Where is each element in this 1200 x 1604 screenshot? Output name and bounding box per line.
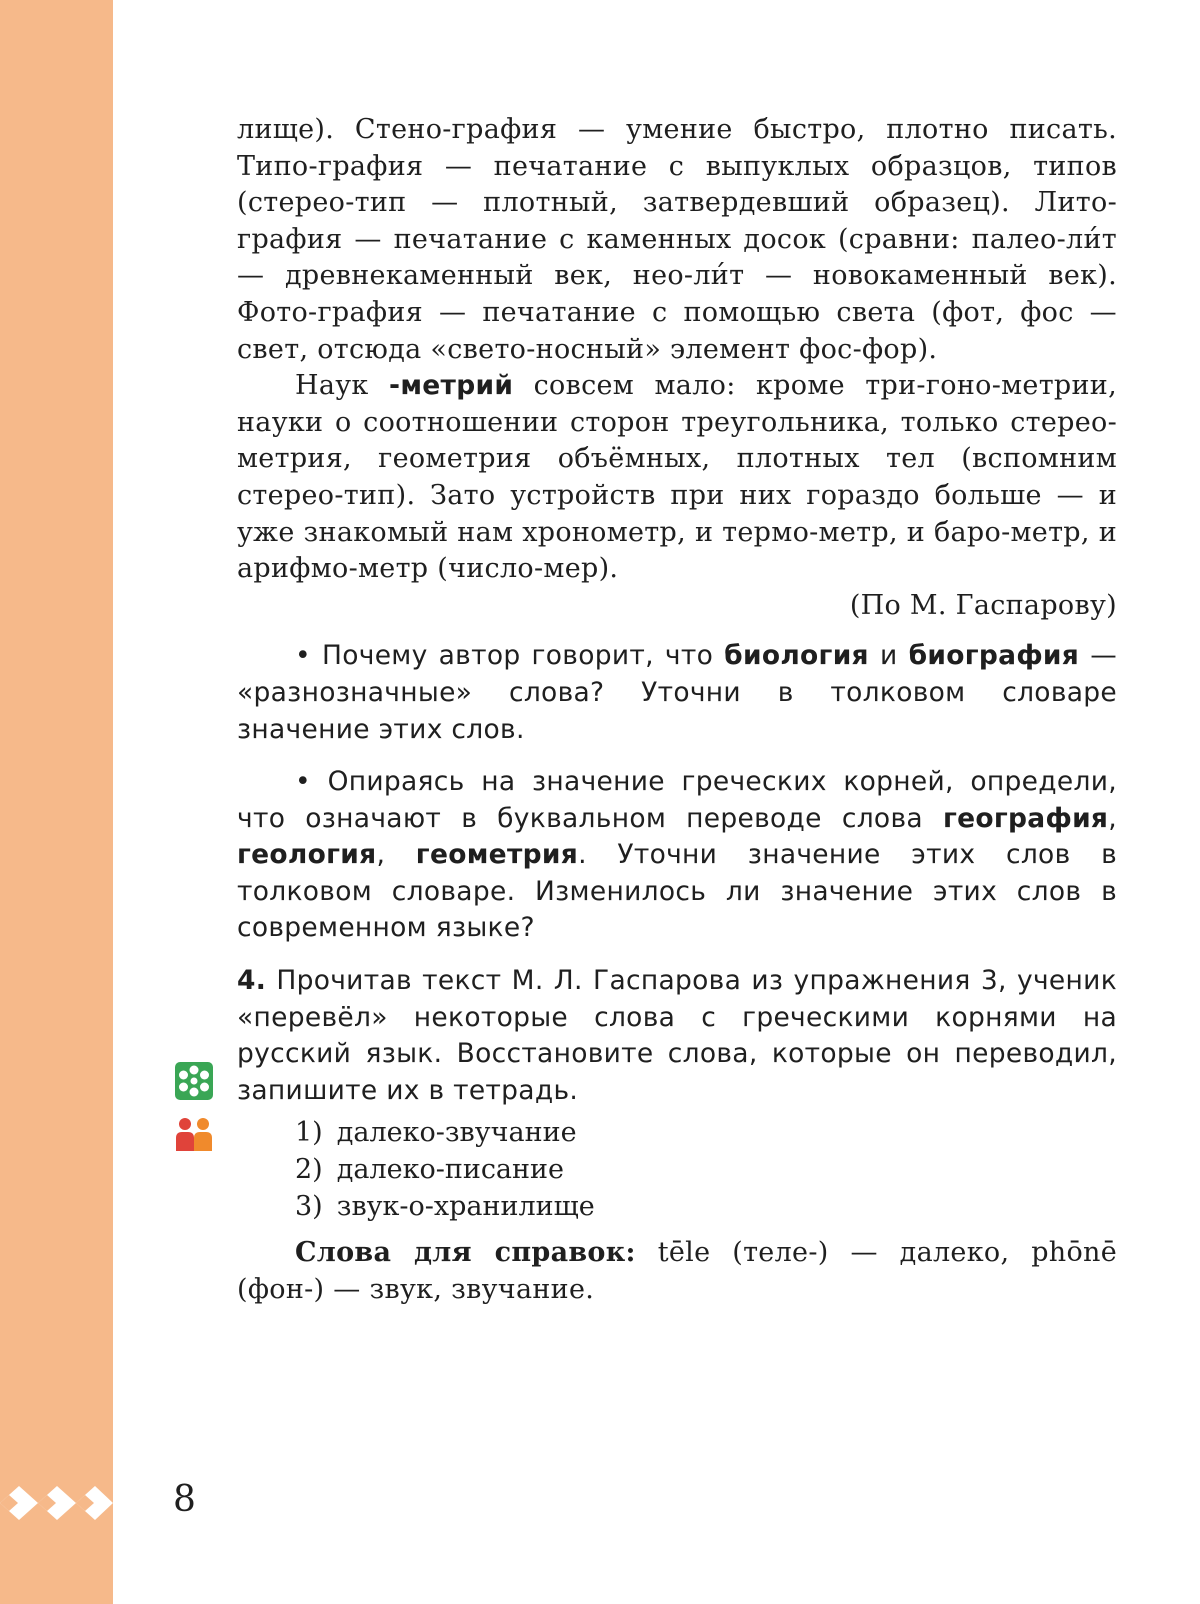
snowflake-icon	[175, 1062, 213, 1100]
bold-term: биография	[908, 640, 1080, 672]
bold-term: геометрия	[415, 839, 579, 871]
zigzag-ornament	[0, 1486, 113, 1520]
exercise-4: 4. Прочитав текст М. Л. Гаспарова из упражнения 3, ученик «перевёл» некоторые слова с греческими корнями на русский язык. Восстановите слова, которые он переводил, запишите их в тетрадь.	[237, 965, 1117, 1106]
pair-work-icon	[175, 1117, 213, 1153]
reference-words: Слова для справок: tēle (теле-) — далеко, phōnē (фон-) — звук, звучание.	[237, 1237, 1118, 1305]
attribution: (По М. Гаспарову)	[849, 589, 1117, 621]
bold-term: геология	[237, 839, 377, 871]
reference-label: Слова для справок:	[295, 1237, 636, 1269]
question-1: • Почему автор говорит, что биология и биография — «разнозначные» слова? Уточни в толковом словаре значение этих слов.	[237, 640, 1117, 745]
exercise-icons	[175, 1062, 217, 1158]
page-content	[237, 112, 1117, 1308]
list-item: 1) далеко-звучание	[295, 1117, 577, 1149]
exercise-number: 4.	[237, 965, 267, 997]
bold-term: география	[942, 802, 1109, 834]
text-paragraph-1: лище). Стено-графия — умение быстро, плотно писать. Типо-графия — печатание с выпуклых образцов, типов (стерео-тип — плотный, затвердевший образец). Лито-графия — печатание с каменных досок (сравни: палео-ли́т — древнекаменный век, нео-ли́т — новокаменный век). Фото-графия — печатание с помощью света (фот, фос — свет, отсюда «свето-носный» элемент фос-фор).	[237, 114, 1117, 365]
bold-term: биология	[724, 640, 869, 672]
list-item: 3) звук-о-хранилище	[295, 1190, 595, 1222]
answer-list	[295, 1115, 1117, 1225]
question-2: • Опираясь на значение греческих корней, определи, что означают в буквальном переводе слова география, геология, геометрия. Уточни значение этих слов в толковом словаре. Изменилось ли значение этих слов в современном языке?	[237, 766, 1117, 944]
text-paragraph-2: Наук -метрий совсем мало: кроме три-гоно-метрии, науки о соотношении сторон треугольника, только стерео-метрия, геометрия объёмных, плотных тел (вспомним стерео-тип). Зато устройств при них гораздо больше — и уже знакомый нам хронометр, и термо-метр, и баро-метр, и арифмо-метр (число-мер).	[237, 370, 1117, 585]
side-band	[0, 0, 113, 1604]
bold-term: -метрий	[389, 370, 514, 402]
page-number: 8	[173, 1479, 196, 1520]
list-item: 2) далеко-писание	[295, 1154, 565, 1186]
